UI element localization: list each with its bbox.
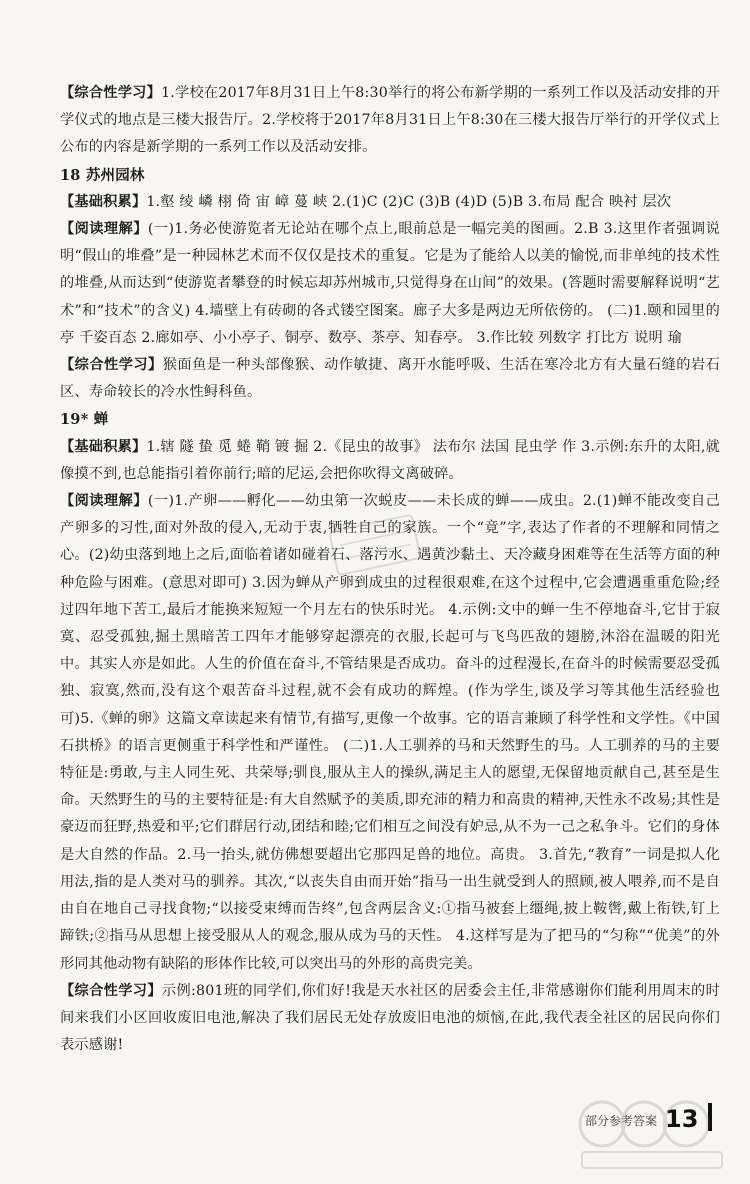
paragraph-4	[60, 216, 720, 352]
paragraph-text: 示例:801班的同学们,你们好!我是天水社区的居委会主任,非常感谢你们能利用周末的时间来我们小区回收废旧电池,解决了我们居民无处存放废旧电池的烦恼,在此,我代表全社区的居民向你们表示感谢!	[60, 982, 720, 1054]
paragraph-3	[60, 189, 720, 216]
section-label: 【综合性学习】	[60, 357, 163, 374]
section-label: 【阅读理解】	[60, 493, 148, 510]
footer-label: 部分参考答案	[585, 1114, 658, 1128]
section-label: 【基础积累】	[60, 193, 147, 210]
paragraph-text: (一)1.务必使游览者无论站在哪个点上,眼前总是一幅完美的图画。2.B 3.这里作者强调说明“假山的堆叠”是一种园林艺术而不仅仅是技术的重复。它是为了能给人以美的愉悦,而非单纯的技术性的堆叠,从而达到“使游览者攀登的时候忘却苏州城市,只觉得身在山间”的效果。(答题时需要解释说明“艺术”和“技术”的含义) 4.墙壁上有砖砌的各式镂空图案。廊子大多是两边无所依傍的。 (二)1.颐和园里的亭 千姿百态 2.廊如亭、小小亭子、铜亭、数亭、茶亭、知春亭。 3.作比较 列数字 打比方 说明 瑜	[60, 221, 720, 346]
section-label: 【阅读理解】	[60, 221, 148, 238]
section-label: 【综合性学习】	[60, 85, 162, 101]
answer-content	[60, 80, 720, 1059]
paragraph-text: 猴面鱼是一种头部像猴、动作敏捷、离开水能呼吸、生活在寒冷北方有大量石缝的岩石区、寿命较长的冷水性鲟科鱼。	[60, 357, 720, 401]
paragraph-7	[60, 434, 720, 488]
paragraph-text: 1.辖 隧 蛰 觅 蜷 鞘 镀 掘 2.《昆虫的故事》 法布尔 法国 昆虫学 作 3.示例:东升的太阳,就像摸不到,也总能指引着你前行;暗的尼运,会把你吹得文离破碎。	[60, 438, 720, 482]
chapter-heading-19: 19* 蝉	[60, 411, 109, 429]
paragraph-9	[60, 978, 720, 1060]
paragraph-text: (一)1.产卵——孵化——幼虫第一次蜕皮——未长成的蝉——成虫。2.(1)蝉不能改变自己产卵多的习性,面对外敌的侵入,无动于衷,牺牲自己的家族。一个“竟”字,表达了作者的不理解和同情之心。(2)幼虫落到地上之后,面临着诸如碰着石、落污水、遇黄沙黏土、天冷藏身困难等在生活等方面的种种危险与困难。(意思对即可) 3.因为蝉从产卵到成虫的过程很艰难,在这个过程中,它会遭遇重重危险;经过四年地下苦工,最后才能换来短短一个月左右的快乐时光。 4.示例:文中的蝉一生不停地奋斗,它甘于寂寞、忍受孤独,掘土黑暗苦工四年才能够穿起漂亮的衣服,长起可与飞鸟匹敌的翅膀,沐浴在温暖的阳光中。其实人亦是如此。人生的价值在奋斗,不管结果是否成功。奋斗的过程漫长,在奋斗的时候需要忍受孤独、寂寞,然而,没有这个艰苦奋斗过程,就不会有成功的辉煌。(作为学生,谈及学习等其他生活经验也可)5.《蝉的卵》这篇文章读起来有情节,有描写,更像一个故事。它的语言兼顾了科学性和文学性。《中国石拱桥》的语言更侧重于科学性和严谨性。 (二)1.人工驯养的马和天然野生的马。人工驯养的马的主要特征是:勇敢,与主人同生死、共荣辱;驯良,服从主人的操纵,满足主人的愿望,无保留地贡献自己,甚至是生命。天然野生的马的主要特征是:有大自然赋予的美质,即充沛的精力和高贵的精神,天性永不改易;其性是豪迈而狂野,热爱和平;它们群居行动,团结和睦;它们相互之间没有妒忌,从不为一己之私争斗。它们的身体是大自然的作品。2.马一抬头,就仿佛想要超出它那四足兽的地位。高贵。 3.首先,“教育”一词是拟人化用法,指的是人类对马的驯养。其次,“以丧失自由而开始”指马一出生就受到人的照顾,被人喂养,而不是自由自在地自己寻找食物;“以接受束缚而告终”,包含两层含义:①指马被套上缰绳,披上鞍辔,戴上衔铁,钉上蹄铁;②指马从思想上接受服从人的观念,服从成为马的天性。 4.这样写是为了把马的“匀称”“优美”的外形同其他动物有缺陷的形体作比较,可以突出马的外形的高贵完美。	[60, 493, 720, 972]
section-label: 【综合性学习】	[60, 982, 162, 999]
paragraph-5	[60, 352, 720, 406]
chapter-heading-18: 18 苏州园林	[60, 166, 145, 184]
paragraph-text: 1.壑 绫 嶙 栩 倚 宙 嶂 蔓 峡 2.(1)C (2)C (3)B (4)D (5)B 3.布局 配合 映衬 层次	[146, 193, 672, 210]
page-number: 13	[665, 1105, 699, 1133]
watermark-logo	[572, 1094, 732, 1174]
paragraph-text: 1.学校在2017年8月31日上午8:30举行的将公布新学期的一系列工作以及活动安排的开学仪式的地点是三楼大报告厅。2.学校将于2017年8月31日上午8:30在三楼大报告厅举行的开学仪式上公布的内容是新学期的一系列工作以及活动安排。	[60, 85, 720, 156]
paragraph-1	[60, 80, 720, 162]
section-label: 【基础积累】	[60, 438, 147, 455]
